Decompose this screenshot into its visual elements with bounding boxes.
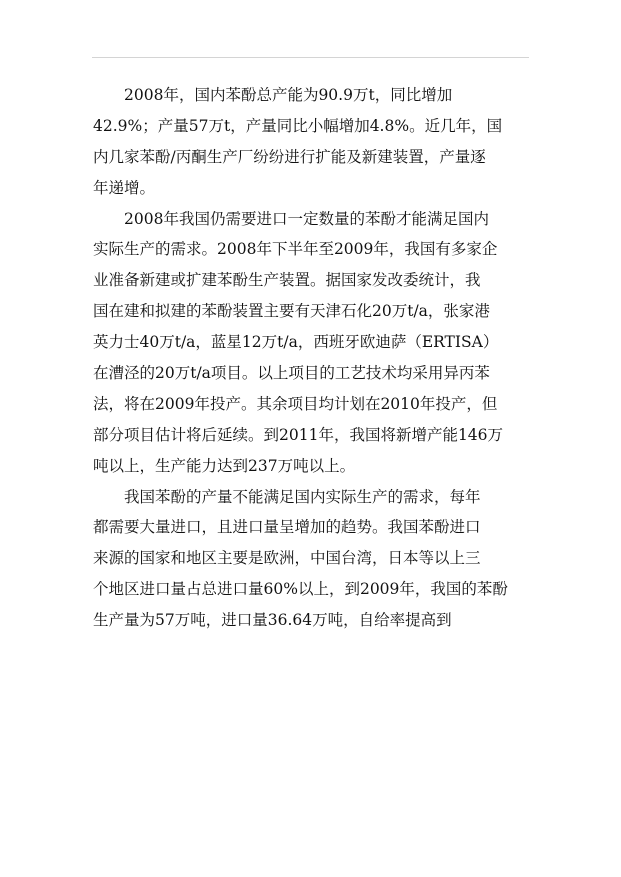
paragraph-2-line-7: 法，将在2009年投产。其余项目均计划在2010年投产，但 [93, 394, 498, 413]
paragraph-1-line-2: 42.9%；产量57万t，产量同比小幅增加4.8%。近几年，国 [93, 116, 503, 135]
paragraph-2-line-1: 2008年我国仍需要进口一定数量的苯酚才能满足国内 [124, 209, 489, 228]
paragraph-3-line-5: 生产量为57万吨，进口量36.64万吨，自给率提高到 [93, 611, 452, 630]
paragraph-3-line-4: 个地区进口量占总进口量60%以上，到2009年，我国的苯酚 [93, 580, 508, 599]
document-body [93, 80, 533, 636]
paragraph-1-line-4: 年递增。 [93, 178, 156, 197]
header-rule [92, 57, 529, 58]
paragraph-2-line-2: 实际生产的需求。2008年下半年至2009年，我国有多家企 [93, 240, 498, 259]
paragraph-2-line-9: 吨以上，生产能力达到237万吨以上。 [93, 456, 356, 475]
paragraph-2-line-6: 在漕泾的20万t/a项目。以上项目的工艺技术均采用异丙苯 [93, 364, 490, 383]
paragraph-2-line-3: 业准备新建或扩建苯酚生产装置。据国家发改委统计，我 [93, 271, 481, 290]
paragraph-2-line-5: 英力士40万t/a，蓝星12万t/a，西班牙欧迪萨（ERTISA） [93, 333, 499, 352]
paragraph-2-line-4: 国在建和拟建的苯酚装置主要有天津石化20万t/a，张家港 [93, 302, 490, 321]
paragraph-2-line-8: 部分项目估计将后延续。到2011年，我国将新增产能146万 [93, 425, 504, 444]
paragraph-1-line-3: 内几家苯酚/丙酮生产厂纷纷进行扩能及新建装置，产量逐 [93, 147, 486, 166]
paragraph-3-line-2: 都需要大量进口，且进口量呈增加的趋势。我国苯酚进口 [93, 518, 481, 537]
paragraph-1-line-1: 2008年，国内苯酚总产能为90.9万t，同比增加 [124, 86, 453, 104]
paragraph-3-line-3: 来源的国家和地区主要是欧洲，中国台湾，日本等以上三 [93, 549, 481, 568]
paragraph-3-line-1: 我国苯酚的产量不能满足国内实际生产的需求，每年 [124, 487, 481, 506]
